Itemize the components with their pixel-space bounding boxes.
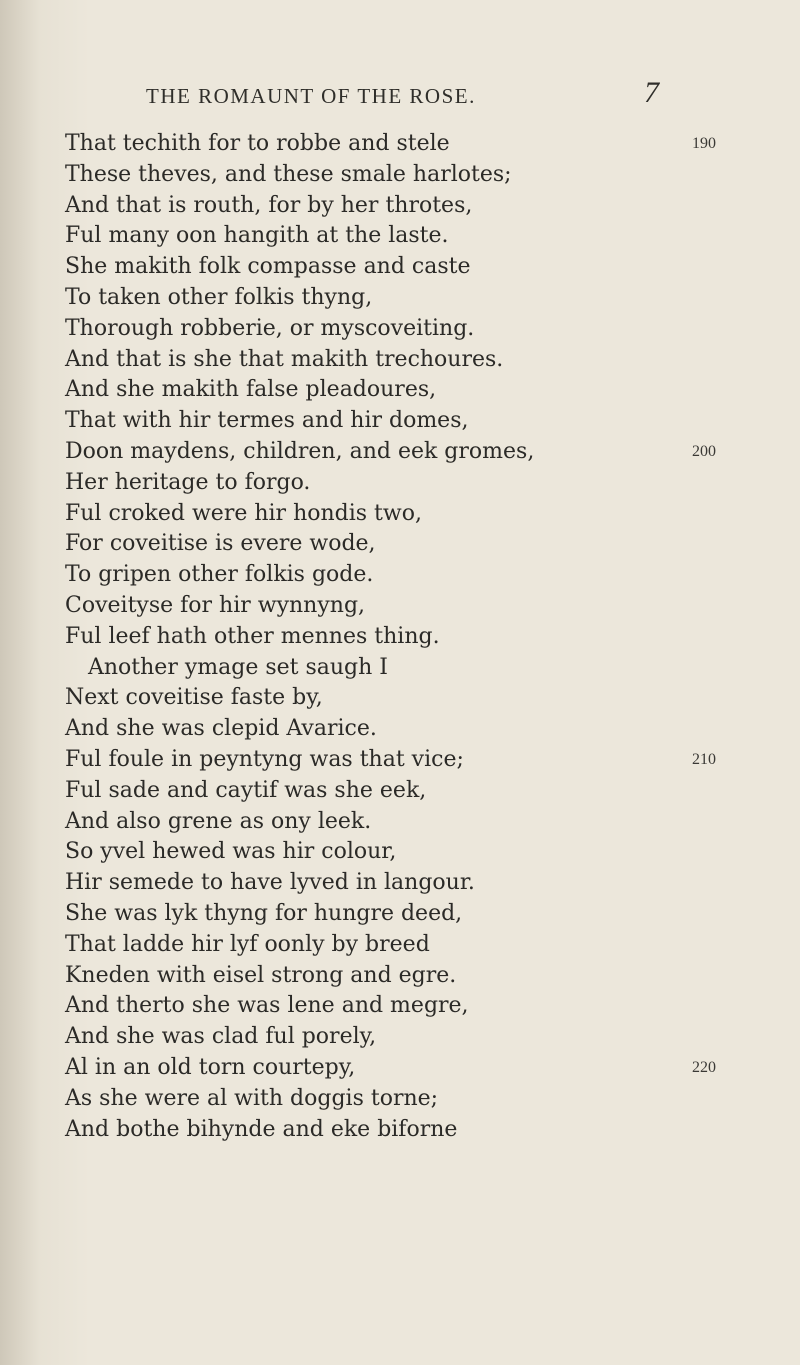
verse-line-text: And that is she that makith trechoures. [65, 346, 504, 372]
verse-line-text: To taken other folkis thyng, [65, 284, 373, 310]
verse-line-text: To gripen other folkis gode. [65, 562, 374, 588]
verse-line-text: Doon maydens, children, and eek gromes, [65, 438, 535, 464]
verse-line-text: For coveitise is evere wode, [65, 531, 376, 557]
page-number: 7 [644, 76, 659, 109]
verse-line [0, 930, 800, 961]
verse-line [0, 314, 800, 345]
verse-line-text: And bothe bihynde and eke biforne [65, 1116, 458, 1142]
verse-line-text: So yvel hewed was hir colour, [65, 839, 397, 865]
verse-line-text: Her heritage to forgo. [65, 469, 311, 495]
verse-line [0, 345, 800, 376]
verse-line [0, 437, 800, 468]
verse-line [0, 622, 800, 653]
verse-line [0, 375, 800, 406]
verse-line-text: And therto she was lene and megre, [65, 993, 469, 1019]
verse-line [0, 899, 800, 930]
verse-line [0, 1022, 800, 1053]
verse-line-text: Al in an old torn courtepy, [65, 1054, 356, 1080]
verse-line-text: Hir semede to have lyved in langour. [65, 870, 475, 896]
verse-line-text: That with hir termes and hir domes, [65, 408, 469, 434]
verse-line [0, 653, 800, 684]
verse-line [0, 129, 800, 160]
running-title: THE ROMAUNT OF THE ROSE. [146, 84, 476, 108]
verse-line-text: Another ymage set saugh I [88, 654, 388, 680]
verse-line-text: And she was clad ful porely, [65, 1024, 377, 1050]
verse-line-text: That ladde hir lyf oonly by breed [65, 931, 430, 957]
verse-line [0, 1084, 800, 1115]
verse-line-text: She was lyk thyng for hungre deed, [65, 900, 463, 926]
verse-line-text: Ful leef hath other mennes thing. [65, 623, 440, 649]
verse-line-text: Kneden with eisel strong and egre. [65, 962, 457, 988]
verse-line [0, 221, 800, 252]
verse-line-text: Next coveitise faste by, [65, 685, 323, 711]
verse-line [0, 1053, 800, 1084]
verse-line-text: And that is routh, for by her throtes, [65, 192, 473, 218]
verse-line-text: And also grene as ony leek. [65, 808, 372, 834]
verse-line [0, 499, 800, 530]
verse-line [0, 961, 800, 992]
verse-line-text: Ful foule in peyntyng was that vice; [65, 746, 464, 772]
verse-line [0, 468, 800, 499]
verse-line [0, 160, 800, 191]
verse-line-text: That techith for to robbe and stele [65, 131, 450, 156]
verse-line [0, 406, 800, 437]
verse-line [0, 868, 800, 899]
line-number: 220 [692, 1058, 716, 1076]
verse-line [0, 991, 800, 1022]
verse-line-text: Ful many oon hangith at the laste. [65, 223, 449, 249]
verse-line-text: Coveityse for hir wynnyng, [65, 592, 366, 618]
verse-line [0, 807, 800, 838]
verse-line-text: Ful sade and caytif was she eek, [65, 777, 427, 803]
verse-line-text: And she was clepid Avarice. [65, 716, 377, 742]
line-number: 200 [692, 442, 716, 460]
verse-line-text: As she were al with doggis torne; [65, 1085, 439, 1111]
verse-line-text: Thorough robberie, or myscoveiting. [65, 315, 475, 341]
verse-line-text: Ful croked were hir hondis two, [65, 500, 422, 526]
verse-line [0, 529, 800, 560]
verse-line [0, 283, 800, 314]
verse-line [0, 683, 800, 714]
verse-line [0, 252, 800, 283]
verse-line-text: She makith folk compasse and caste [65, 254, 471, 280]
verse-block [0, 129, 800, 1145]
verse-line-text: These theves, and these smale harlotes; [65, 161, 512, 187]
line-number: 190 [692, 135, 716, 152]
verse-line [0, 837, 800, 868]
verse-line [0, 1115, 800, 1146]
verse-line [0, 591, 800, 622]
verse-line [0, 714, 800, 745]
line-number: 210 [692, 750, 716, 768]
verse-line [0, 560, 800, 591]
verse-line [0, 776, 800, 807]
verse-line-text: And she makith false pleadoures, [65, 377, 437, 403]
verse-line [0, 745, 800, 776]
verse-line [0, 191, 800, 222]
